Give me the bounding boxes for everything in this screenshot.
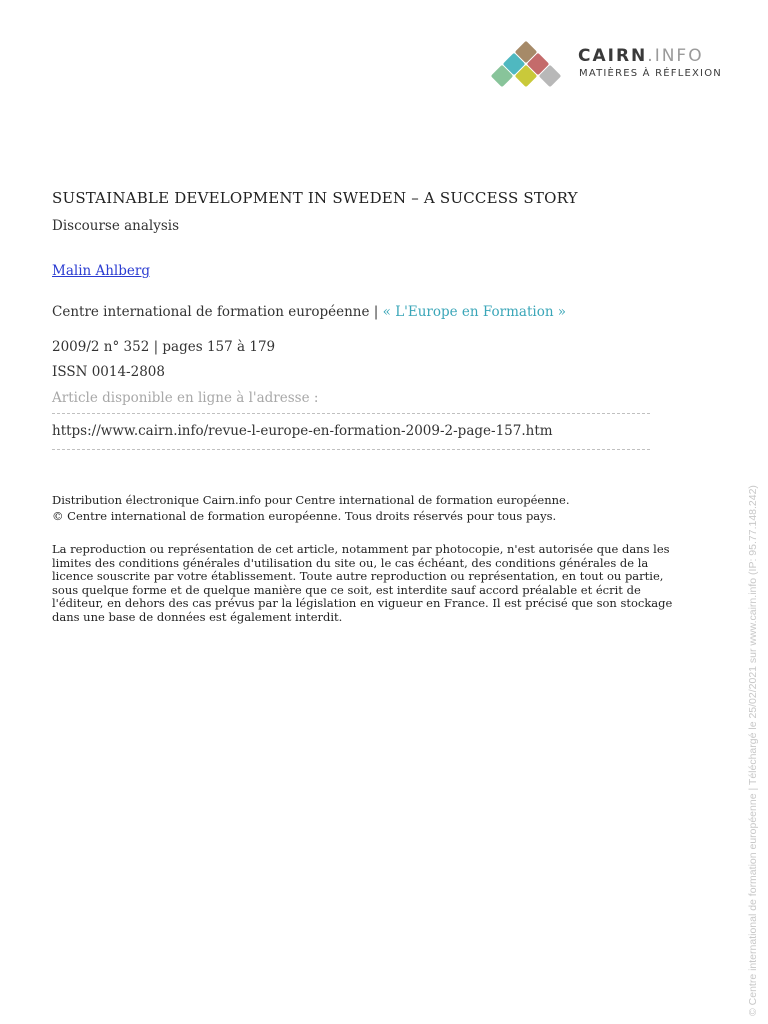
- logo-wordmark: [578, 46, 704, 66]
- publisher-line: [52, 304, 566, 320]
- logo-dot: .: [647, 46, 655, 66]
- legal-line: l'éditeur, en dehors des cas prévus par la législation en vigueur en France. Il est précisé que son stockage: [52, 596, 673, 611]
- divider-bottom: [52, 449, 650, 450]
- issue-info: 2009/2 n° 352 | pages 157 à 179: [52, 339, 276, 355]
- legal-line: La reproduction ou représentation de cet article, notamment par photocopie, n'est autorisée que dans les: [52, 542, 670, 556]
- download-watermark: © Centre international de formation européenne | Téléchargé le 25/02/2021 sur www.cairn.info (IP: 95.77.148.242): [747, 485, 759, 1016]
- cairn-logo-mark-icon: [486, 40, 568, 92]
- distribution-notice: [52, 492, 570, 524]
- publisher-separator: |: [369, 304, 383, 320]
- logo-name-text: CAIRN: [578, 46, 648, 66]
- legal-line: dans une base de données est également interdit.: [52, 609, 343, 624]
- article-subtitle: Discourse analysis: [52, 218, 180, 234]
- cairn-logo: [486, 40, 726, 92]
- logo-suffix: INFO: [654, 46, 704, 66]
- divider-top: [52, 413, 650, 414]
- legal-line: licence souscrite par votre établissement. Toute autre reproduction ou représentation, en tout ou partie,: [52, 569, 664, 584]
- article-title: SUSTAINABLE DEVELOPMENT IN SWEDEN – A SUCCESS STORY: [52, 189, 578, 207]
- publisher-name: Centre international de formation européenne: [52, 304, 370, 320]
- legal-line: limites des conditions générales d'utilisation du site ou, le cas échéant, des conditions générales de la: [52, 555, 649, 570]
- article-url[interactable]: https://www.cairn.info/revue-l-europe-en-formation-2009-2-page-157.htm: [52, 423, 553, 439]
- distribution-line-1: Distribution électronique Cairn.info pour Centre international de formation européenne.: [52, 493, 570, 507]
- logo-tagline: MATIÈRES À RÉFLEXION: [579, 68, 722, 79]
- journal-link[interactable]: « L'Europe en Formation »: [382, 304, 567, 320]
- author-link[interactable]: Malin Ahlberg: [52, 263, 150, 279]
- legal-notice: [52, 543, 718, 625]
- legal-line: sous quelque forme et de quelque manière que ce soit, est interdite sauf accord préalable et écrit de: [52, 582, 641, 597]
- distribution-line-2: © Centre international de formation européenne. Tous droits réservés pour tous pays.: [52, 509, 557, 523]
- available-online-label: Article disponible en ligne à l'adresse :: [52, 390, 319, 406]
- issn: ISSN 0014-2808: [52, 364, 165, 380]
